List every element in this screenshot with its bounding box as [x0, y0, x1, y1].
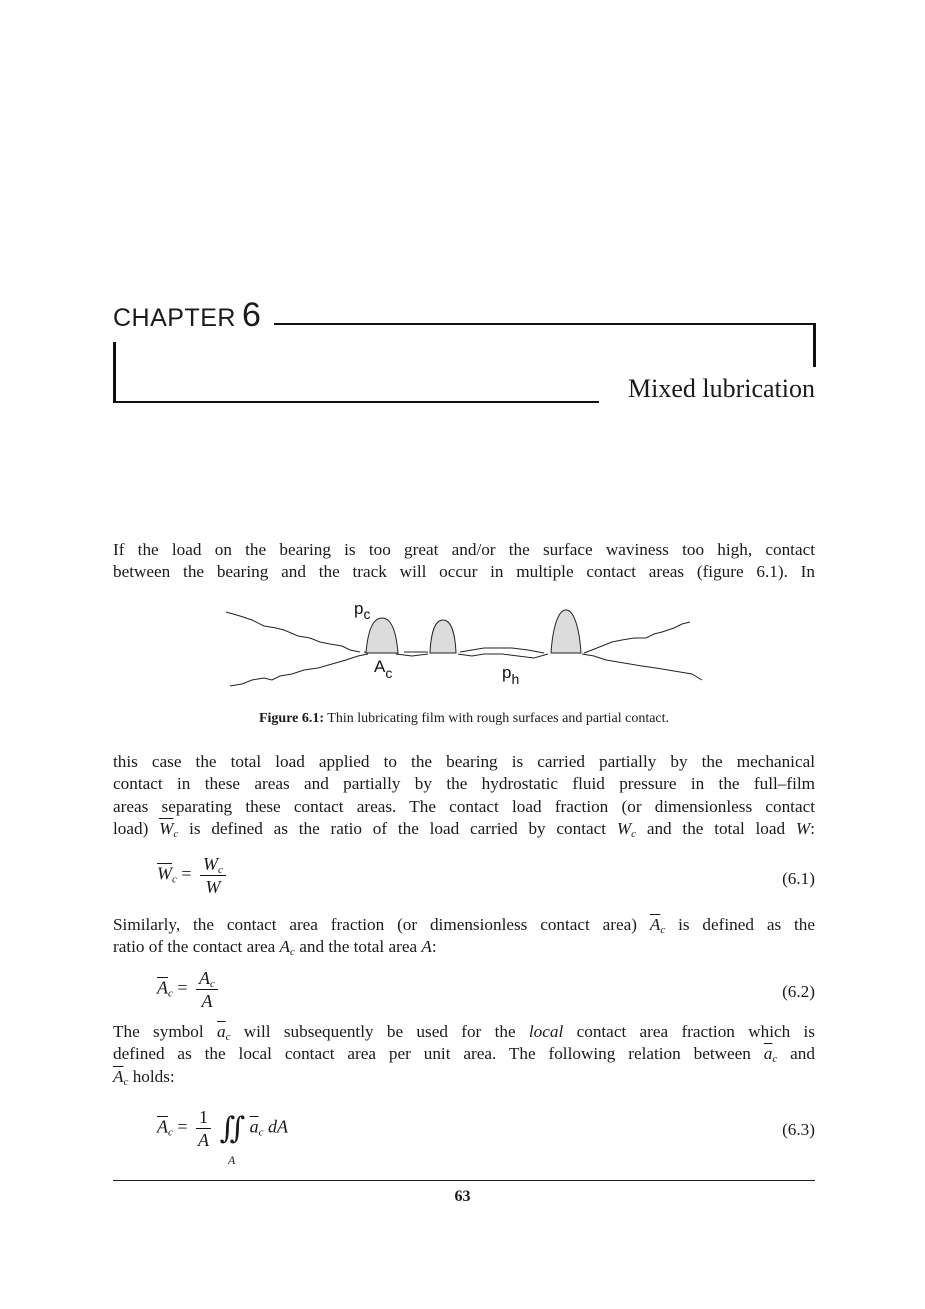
equation-number: (6.1) [782, 869, 815, 888]
caption-label: Figure 6.1: [258, 711, 325, 726]
contact-pressure-bump [430, 620, 456, 653]
chapter-left-bar [113, 342, 116, 403]
equation-number: (6.3) [782, 1120, 815, 1139]
text-line: defined as the local contact area per unit area. The following relation between $\overline{a}_c$ and [113, 1044, 815, 1066]
text-line: $\overline{A}_c$ holds: [113, 1066, 175, 1088]
integral-limit: A [228, 1153, 236, 1167]
equation-6-3: $\overline{A}_c$ = $\frac{1}{A}$ ∬ $\overline{a}_c$ dA [157, 1107, 288, 1150]
equation-6-1: $\overline{W}_c$ = $\frac{W_c}{W}$ [157, 854, 230, 897]
double-integral-sign: ∬ [219, 1112, 246, 1145]
chapter-title: Mixed lubrication [627, 374, 815, 403]
lower-surface-line [458, 654, 548, 658]
text-line: this case the total load applied to the bearing is carried partially by the mechanical [113, 752, 815, 771]
text-line: contact in these areas and partially by the hydrostatic fluid pressure in the full–film [113, 774, 815, 794]
text-line: areas separating these contact areas. The contact load fraction (or dimensionless contact [113, 796, 815, 816]
paragraph-local-fraction [113, 1021, 815, 1088]
contact-pressure-bump [366, 618, 398, 653]
equation-number: (6.2) [782, 982, 815, 1001]
caption-text: Thin lubricating film with rough surfaces and partial contact. [324, 711, 670, 726]
footer-rule [113, 1180, 815, 1181]
paragraph-intro [113, 539, 815, 584]
chapter-bottom-rule [113, 401, 599, 403]
paragraph-load-fraction [113, 751, 815, 840]
text-line: The symbol $\overline{a}_c$ will subsequently be used for the local contact area fraction which is [113, 1022, 815, 1043]
chapter-top-rule [274, 323, 816, 325]
text-line: ratio of the contact area $A_c$ and the total area A: [113, 937, 437, 959]
chapter-right-bar [813, 323, 816, 367]
text-line: between the bearing and the track will occur in multiple contact areas (figure 6.1). In [113, 562, 815, 582]
label-pc: $p_c$ [354, 599, 371, 622]
lower-surface-line [582, 654, 702, 680]
text-line: If the load on the bearing is too great and/or the surface waviness too high, contact [113, 540, 815, 559]
upper-surface-line [226, 612, 360, 652]
figure-rough-surfaces [222, 598, 712, 698]
figure-caption [113, 711, 815, 727]
page-number: 63 [454, 1188, 471, 1205]
text-line: Similarly, the contact area fraction (or dimensionless contact area) $\overline{A}_c$ is defined as the [113, 915, 815, 936]
paragraph-area-fraction [113, 914, 815, 959]
upper-surface-line [460, 648, 544, 653]
contact-pressure-bump [551, 610, 581, 653]
lower-surface-line [230, 654, 368, 686]
equation-6-2: $\overline{A}_c$ = $\frac{A_c}{A}$ [157, 968, 222, 1011]
label-ac: $A_c$ [374, 657, 393, 681]
label-ph: $p_h$ [502, 663, 520, 687]
chapter-word: CHAPTER [113, 304, 236, 332]
chapter-number: 6 [241, 296, 262, 334]
text-line: load) $\overline{W}_c$ is defined as the ratio of the load carried by contact $W_c$ and the total load W: [113, 818, 815, 840]
lower-surface-line [396, 654, 428, 656]
chapter-label [113, 298, 261, 332]
upper-surface-line [584, 622, 690, 653]
